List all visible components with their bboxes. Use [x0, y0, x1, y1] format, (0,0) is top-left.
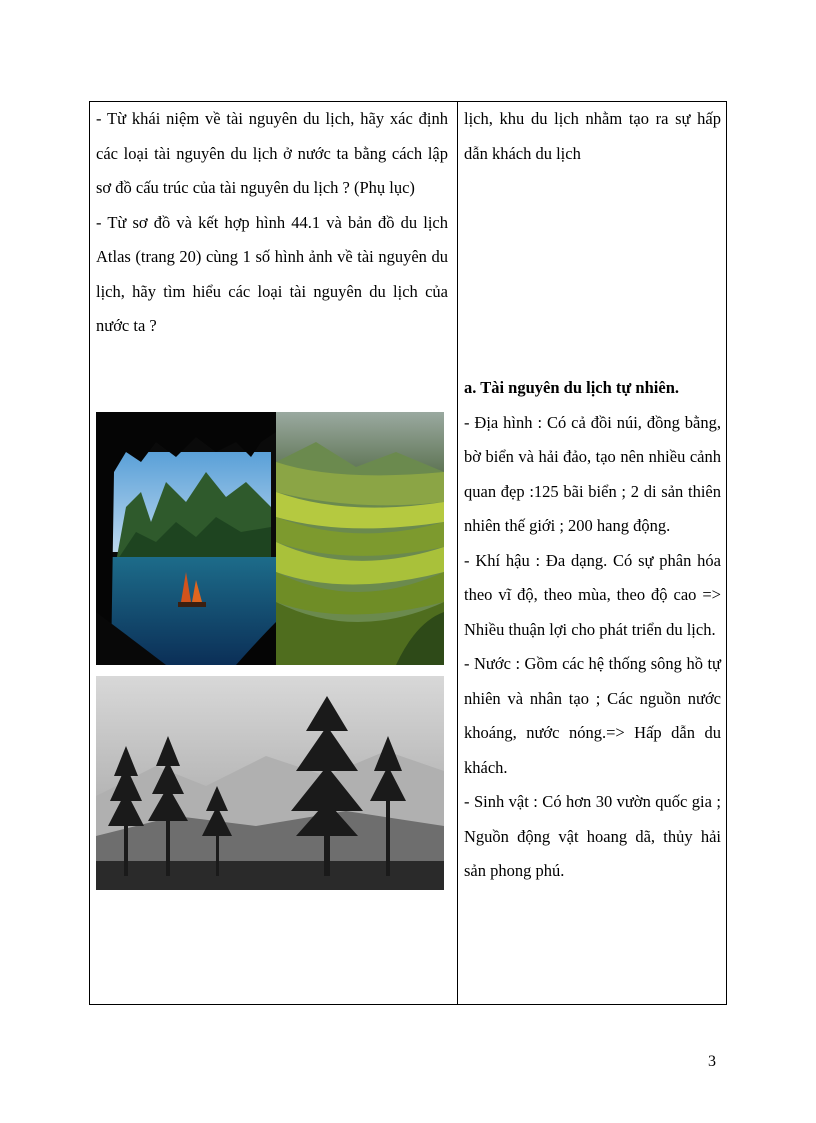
item-sinh-vat: - Sinh vật : Có hơn 30 vườn quốc gia ; Nguồn động vật hoang dã, thủy hải sản phong phú. — [464, 792, 721, 880]
left-column — [96, 102, 448, 344]
content-table — [89, 101, 727, 1005]
rice-terraces-photo — [276, 412, 444, 665]
item-nuoc: - Nước : Gồm các hệ thống sông hồ tự nhiên và nhân tạo ; Các nguồn nước khoáng, nước nóng.=> Hấp dẫn du khách. — [464, 654, 721, 777]
page-number: 3 — [708, 1053, 716, 1070]
left-paragraph-2: - Từ sơ đồ và kết hợp hình 44.1 và bản đồ du lịch Atlas (trang 20) cùng 1 số hình ảnh về tài nguyên du lịch, hãy tìm hiểu các loại tài nguyên du lịch của nước ta ? — [96, 212, 448, 335]
cave-bay-photo — [96, 412, 276, 665]
misty-pine-forest-photo — [96, 676, 444, 890]
right-intro-text: lịch, khu du lịch nhằm tạo ra sự hấp dẫn khách du lịch — [464, 109, 721, 163]
left-paragraph-1: - Từ khái niệm về tài nguyên du lịch, hãy xác định các loại tài nguyên du lịch ở nước ta bằng cách lập sơ đồ cấu trúc của tài nguyên du lịch ? (Phụ lục) — [96, 109, 448, 197]
section-heading: a. Tài nguyên du lịch tự nhiên. — [464, 378, 679, 397]
item-khi-hau: - Khí hậu : Đa dạng. Có sự phân hóa theo vĩ độ, theo mùa, theo độ cao => Nhiều thuận lợi cho phát triển du lịch. — [464, 550, 721, 639]
item-dia-hinh: - Địa hình : Có cả đồi núi, đồng bằng, bờ biển và hải đảo, tạo nên nhiều cảnh quan đẹp :125 bãi biển ; 2 di sản thiên nhiên thế giới ; 200 hang động. — [464, 412, 721, 535]
column-divider — [457, 102, 458, 1004]
right-column — [464, 102, 721, 1004]
